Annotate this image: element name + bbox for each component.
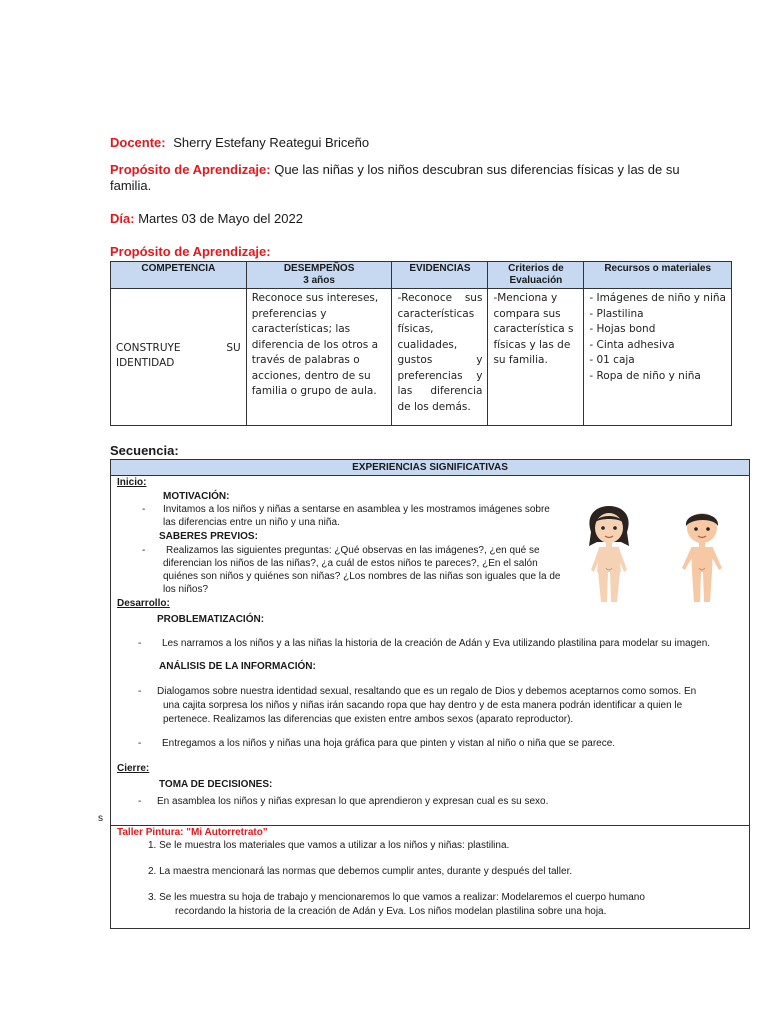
header-desempenos-1: DESEMPEÑOS <box>283 263 355 274</box>
taller-item-3b: recordando la historia de la creación de Adán y Eva. Los niños modelan plastilina sobre una hoja. <box>175 906 607 917</box>
header-evidencias: EVIDENCIAS <box>392 262 488 289</box>
header-recursos: Recursos o materiales <box>584 262 732 289</box>
docente-line <box>110 135 369 151</box>
cell-competencia: CONSTRUYE SU IDENTIDAD <box>111 289 247 426</box>
proposito2-label: Propósito de Aprendizaje: <box>110 244 271 259</box>
analisis-heading: ANÁLISIS DE LA INFORMACIÓN: <box>159 661 316 672</box>
dash: - <box>138 686 142 697</box>
motivacion-heading: MOTIVACIÓN: <box>163 491 230 502</box>
recurso-item: - 01 caja <box>589 354 635 366</box>
dash: - <box>142 545 146 556</box>
header-criterios <box>488 262 584 289</box>
header-criterios-2: Evaluación <box>509 275 563 286</box>
sequence-header: EXPERIENCIAS SIGNIFICATIVAS <box>111 460 749 476</box>
secuencia-title: Secuencia: <box>110 443 179 458</box>
inicio-label: Inicio: <box>117 477 147 488</box>
cierre-label: Cierre: <box>117 763 150 774</box>
dash: - <box>142 504 146 515</box>
plan-table-header-row <box>111 262 732 289</box>
motivacion-text-1: Invitamos a los niños y niñas a sentarse en asamblea y les mostramos imágenes sobre <box>163 504 550 515</box>
cell-recursos <box>584 289 732 426</box>
saberes-heading: SABERES PREVIOS: <box>159 531 258 542</box>
plan-table-row <box>111 289 732 426</box>
toma-heading: TOMA DE DECISIONES: <box>159 779 273 790</box>
toma-text: En asamblea los niños y niñas expresan lo que aprendieron y expresan cual es su sexo. <box>157 796 549 807</box>
header-desempenos <box>246 262 392 289</box>
saberes-text-1: Realizamos las siguientes preguntas: ¿Qué observas en las imágenes?, ¿en qué se <box>166 545 540 556</box>
problematizacion-heading: PROBLEMATIZACIÓN: <box>157 614 265 625</box>
analisis-text-4: Entregamos a los niños y niñas una hoja gráfica para que pinten y vistan al niño o niña que se parece. <box>162 738 616 749</box>
plan-table <box>110 261 732 426</box>
header-criterios-1: Criterios de <box>508 263 564 274</box>
taller-title: Taller Pintura: "Mi Autorretrato" <box>117 827 268 838</box>
proposito-line-2: familia. <box>110 178 152 193</box>
recurso-item: - Ropa de niño y niña <box>589 369 701 382</box>
recurso-item: - Hojas bond <box>589 323 656 335</box>
docente-value: Sherry Estefany Reategui Briceño <box>173 135 370 150</box>
recurso-item: - Plastilina <box>589 307 644 320</box>
boy-figure-icon <box>676 506 728 606</box>
saberes-text-2: diferencian los niños de las niñas?, ¿a cuál de estos niños te pareces?, ¿En el salón <box>163 558 538 569</box>
cell-criterios: -Menciona y compara sus característica s físicas y las de su familia. <box>488 289 584 426</box>
recursos-list <box>589 291 726 384</box>
recurso-item: - Imágenes de niño y niña <box>589 292 726 304</box>
saberes-text-4: los niños? <box>163 584 209 595</box>
cell-evidencias: -Reconoce sus características físicas, cualidades, gustos y preferencias y las diferencia de los demás. <box>392 289 488 426</box>
desarrollo-label: Desarrollo: <box>117 598 170 609</box>
proposito-value: Que las niñas y los niños descubran sus diferencias físicas y las de su <box>274 162 680 177</box>
taller-item-1: 1. Se le muestra los materiales que vamos a utilizar a los niños y niñas: plastilina. <box>148 840 510 851</box>
analisis-text-2: una cajita sorpresa los niños y niñas irán sacando ropa que hay dentro y de esta manera podrán identificar a quien le <box>163 700 683 711</box>
dash: - <box>138 638 142 649</box>
stray-letter: s <box>98 813 103 824</box>
cell-desempenos: Reconoce sus intereses, preferencias y características; las diferencia de los otros a través de palabras o acciones, dentro de su familia o grupo de aula. <box>246 289 392 426</box>
taller-item-3a: 3. Se les muestra su hoja de trabajo y mencionaremos lo que vamos a realizar: Modelaremos el cuerpo humano <box>148 892 645 903</box>
dash: - <box>138 796 142 807</box>
header-desempenos-2: 3 años <box>303 275 335 286</box>
dia-label: Día: <box>110 211 135 226</box>
analisis-text-1: Dialogamos sobre nuestra identidad sexual, resaltando que es un regalo de Dios y debemos aceptarnos como somos. En <box>157 686 697 697</box>
proposito-label: Propósito de Aprendizaje: <box>110 162 271 177</box>
taller-item-2: 2. La maestra mencionará las normas que debemos cumplir antes, durante y después del taller. <box>148 866 573 877</box>
recurso-item: - Cinta adhesiva <box>589 338 675 351</box>
saberes-text-3: quiénes son niños y quiénes son niñas? ¿Los nombres de las niñas son iguales que la de <box>163 571 561 582</box>
header-competencia: COMPETENCIA <box>111 262 247 289</box>
girl-figure-icon <box>583 506 635 606</box>
analisis-text-3: pertenece. Realizamos las diferencias que existen entre ambos sexos (aparato reproductor). <box>163 714 574 725</box>
dash: - <box>138 738 142 749</box>
dia-value: Martes 03 de Mayo del 2022 <box>138 211 303 226</box>
dia-line <box>110 211 303 227</box>
motivacion-text-2: las diferencias entre un niño y una niña. <box>163 517 340 528</box>
proposito-line <box>110 162 680 178</box>
problematizacion-text: Les narramos a los niños y a las niñas la historia de la creación de Adán y Eva utilizando plastilina para modelar su imagen. <box>162 638 711 649</box>
docente-label: Docente: <box>110 135 166 150</box>
